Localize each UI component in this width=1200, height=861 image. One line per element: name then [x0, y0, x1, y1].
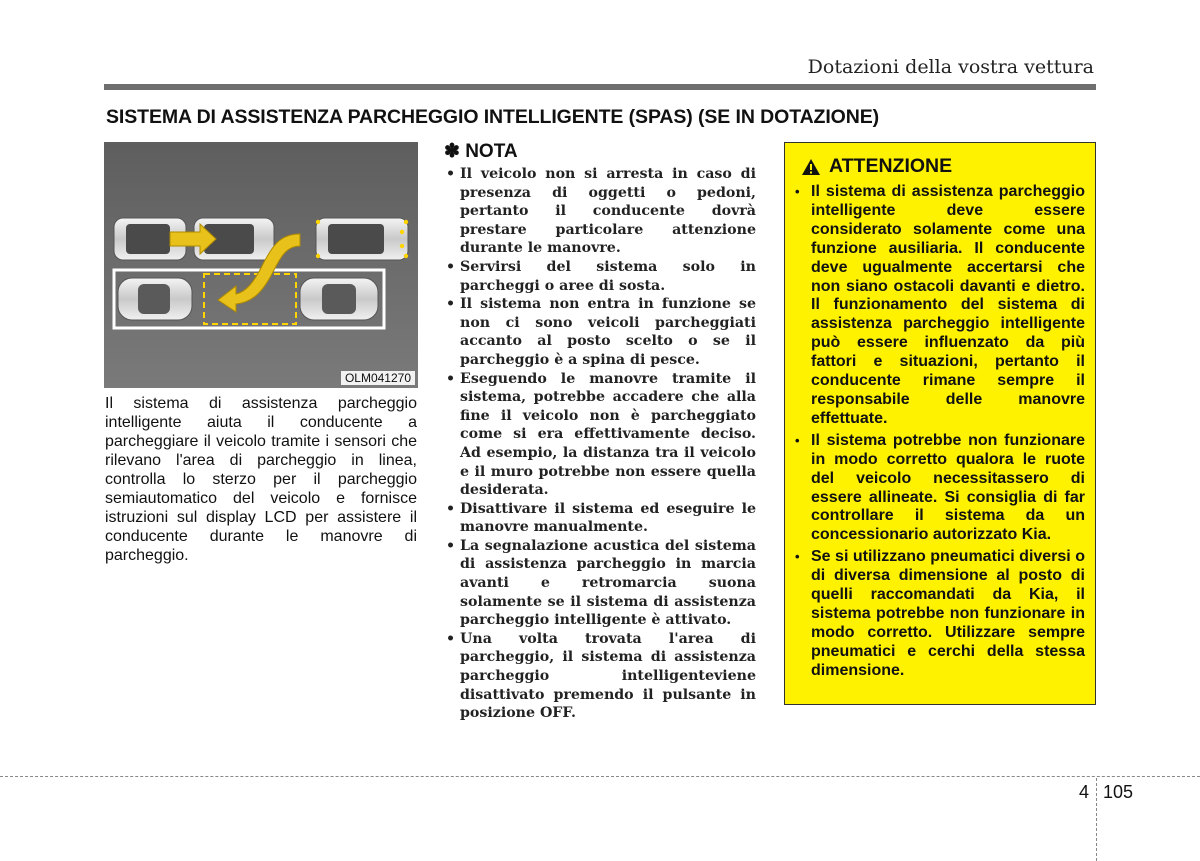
- chapter-number: 4: [1079, 782, 1090, 802]
- parking-illustration: [104, 142, 418, 388]
- note-item: [444, 370, 756, 500]
- note-item: [444, 295, 756, 369]
- parked-car-left: [118, 278, 192, 320]
- bullet-icon: •: [446, 296, 456, 313]
- note-item-text: Il sistema non entra in funzione se non ci sono veicoli parcheggiati accanto al posto scelto o se il parcheggio è a spina di pesce.: [460, 296, 756, 368]
- parking-diagram: [104, 142, 418, 388]
- note-item: [444, 630, 756, 723]
- bullet-icon: •: [446, 370, 456, 387]
- note-item: [444, 537, 756, 630]
- warning-item: [795, 548, 1085, 680]
- header-rule: [104, 84, 1096, 90]
- section-title: SISTEMA DI ASSISTENZA PARCHEGGIO INTELLIGENTE (SPAS) (SE IN DOTAZIONE): [106, 106, 880, 128]
- page-number: 105: [1103, 782, 1134, 802]
- bullet-icon: •: [446, 500, 456, 517]
- bullet-icon: •: [795, 184, 800, 199]
- warning-triangle-icon: [801, 158, 821, 176]
- moving-van: [316, 218, 408, 260]
- warning-item: [795, 183, 1085, 429]
- note-item-text: Servirsi del sistema solo in parcheggi o aree di sosta.: [460, 258, 756, 294]
- note-section: [444, 140, 756, 723]
- note-item-text: Il veicolo non si arresta in caso di presenza di oggetti o pedoni, pertanto il conducente dovrà prestare particolare attenzione durante le manovre.: [460, 166, 756, 257]
- warning-item: [795, 432, 1085, 545]
- warning-item-text: Il sistema potrebbe non funzionare in modo corretto qualora le ruote del veicolo necessitassero di essere allineate. Si consiglia di far controllare il sistema da un concessionario autorizzato Kia.: [811, 431, 1085, 544]
- note-item-text: Disattivare il sistema ed eseguire le manovre manualmente.: [460, 500, 756, 536]
- footer-divider: [0, 776, 1200, 777]
- warning-list: [795, 183, 1085, 684]
- warning-item-text: Se si utilizzano pneumatici diversi o di diversa dimensione al posto di quelli raccomandati da Kia, il sistema potrebbe non funzionare in modo corretto. Utilizzare sempre pneumatici e cerchi della stessa dimensione.: [811, 548, 1085, 679]
- bullet-icon: •: [446, 166, 456, 182]
- bullet-icon: •: [795, 549, 800, 565]
- parked-car-right: [300, 278, 378, 320]
- warning-heading-text: ATTENZIONE: [829, 155, 953, 177]
- note-item: [444, 165, 756, 258]
- note-item: [444, 258, 756, 295]
- note-list: [444, 165, 756, 723]
- note-item: [444, 500, 756, 537]
- bullet-icon: •: [446, 537, 456, 554]
- intro-paragraph: Il sistema di assistenza parcheggio intelligente aiuta il conducente a parcheggiare il veicolo tramite i sensori che rilevano l'area di parcheggio in linea, controlla lo sterzo per il parcheggio semiautomatico del veicolo e fornisce istruzioni sul display LCD per assistere il conducente durante le manovre di parcheggio.: [105, 395, 417, 564]
- note-item-text: Eseguendo le manovre tramite il sistema, potrebbe accadere che alla fine il veicolo non è parcheggiato come si era effettivamente deciso. Ad esempio, la distanza tra il veicolo e il muro potrebbe non essere quella desiderata.: [460, 370, 756, 499]
- footer-vertical-divider: [1096, 778, 1097, 861]
- warning-box: [784, 142, 1096, 705]
- warning-item-text: Il sistema di assistenza parcheggio intelligente deve essere considerato solamente come una funzione ausiliaria. Il conducente deve ugualmente accertarsi che non siano ostacoli davanti e dietro. Il funzionamento del sistema di assistenza parcheggio intelligente può essere influenzato da più fattori e situazioni, pertanto il conducente rimane sempre il responsabile delle manovre effettuate.: [811, 183, 1085, 427]
- note-item-text: Una volta trovata l'area di parcheggio, il sistema di assistenza parcheggio intelligenteviene disattivato premendo il pulsante in posizione OFF.: [460, 630, 756, 722]
- bullet-icon: •: [795, 432, 800, 448]
- bullet-icon: •: [446, 258, 456, 275]
- figure-caption: OLM041270: [341, 371, 415, 385]
- page-header-title: Dotazioni della vostra vettura: [807, 56, 1094, 78]
- bullet-icon: •: [446, 630, 456, 647]
- warning-heading: [801, 155, 952, 178]
- note-heading: ✽ NOTA: [444, 141, 518, 162]
- note-item-text: La segnalazione acustica del sistema di assistenza parcheggio in marcia avanti e retromarcia suona solamente se il sistema di assistenza parcheggio intelligente è attivato.: [460, 537, 756, 629]
